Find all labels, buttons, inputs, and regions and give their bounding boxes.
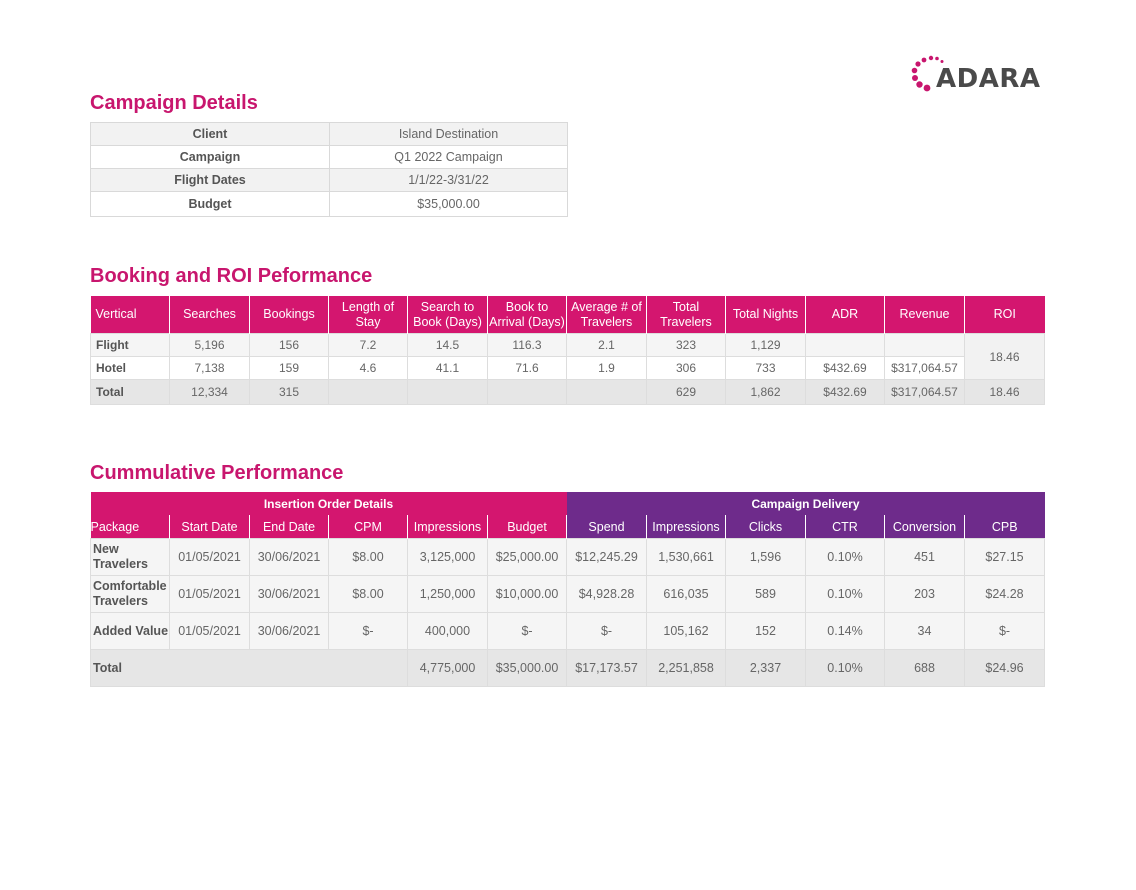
col-header: Revenue	[885, 296, 965, 334]
table-cell: $-	[965, 613, 1045, 650]
table-row	[91, 334, 1045, 357]
table-cell: 203	[885, 576, 965, 613]
campaign-details-title: Campaign Details	[90, 92, 258, 114]
col-header: Search to Book (Days)	[408, 296, 488, 334]
table-cell: 2.1	[567, 334, 647, 357]
col-header: Clicks	[726, 515, 806, 539]
cumulative-table	[90, 492, 1045, 687]
table-row	[91, 576, 1045, 613]
table-cell: 01/05/2021	[170, 613, 250, 650]
col-header: Average # of Travelers	[567, 296, 647, 334]
table-row	[91, 146, 568, 169]
col-header: Conversion	[885, 515, 965, 539]
detail-value: Q1 2022 Campaign	[330, 146, 568, 169]
detail-value: $35,000.00	[330, 192, 568, 217]
table-cell: $8.00	[329, 576, 408, 613]
table-cell: 1,530,661	[647, 539, 726, 576]
table-cell: $8.00	[329, 539, 408, 576]
adara-logo	[910, 55, 1046, 95]
table-cell: 01/05/2021	[170, 539, 250, 576]
table-cell: $24.96	[965, 650, 1045, 687]
col-header: ADR	[806, 296, 885, 334]
col-header: ROI	[965, 296, 1045, 334]
table-cell: 589	[726, 576, 806, 613]
table-cell: 1,862	[726, 380, 806, 405]
table-cell: 30/06/2021	[250, 576, 329, 613]
table-cell: $25,000.00	[488, 539, 567, 576]
table-cell: 14.5	[408, 334, 488, 357]
table-cell: 116.3	[488, 334, 567, 357]
booking-roi-table	[90, 296, 1045, 405]
table-cell	[488, 380, 567, 405]
total-row	[91, 650, 1045, 687]
table-cell: $317,064.57	[885, 357, 965, 380]
detail-key: Campaign	[91, 146, 330, 169]
table-cell: 1,129	[726, 334, 806, 357]
col-header: Vertical	[91, 296, 170, 334]
table-cell: 30/06/2021	[250, 539, 329, 576]
detail-value: 1/1/22-3/31/22	[330, 169, 568, 192]
table-cell	[885, 334, 965, 357]
table-cell: 18.46	[965, 380, 1045, 405]
table-row	[91, 613, 1045, 650]
table-cell: 41.1	[408, 357, 488, 380]
col-header: Start Date	[170, 515, 250, 539]
detail-value: Island Destination	[330, 123, 568, 146]
col-header: Bookings	[250, 296, 329, 334]
campaign-details-table	[90, 122, 568, 217]
col-header: Searches	[170, 296, 250, 334]
table-cell: 400,000	[408, 613, 488, 650]
table-cell	[329, 380, 408, 405]
cumulative-title: Cummulative Performance	[90, 462, 344, 484]
col-header: Book to Arrival (Days)	[488, 296, 567, 334]
table-cell: 0.14%	[806, 613, 885, 650]
total-row	[91, 380, 1045, 405]
col-header: Spend	[567, 515, 647, 539]
table-cell: 01/05/2021	[170, 576, 250, 613]
table-cell: 1.9	[567, 357, 647, 380]
table-cell: 733	[726, 357, 806, 380]
table-cell: 7,138	[170, 357, 250, 380]
col-header: Package	[91, 515, 170, 539]
vertical-cell: Flight	[91, 334, 170, 357]
col-header: CPM	[329, 515, 408, 539]
table-cell	[567, 380, 647, 405]
col-header: Total Nights	[726, 296, 806, 334]
table-row	[91, 169, 568, 192]
detail-key: Client	[91, 123, 330, 146]
table-cell: $27.15	[965, 539, 1045, 576]
package-cell: Added Value	[91, 613, 170, 650]
table-cell: 2,337	[726, 650, 806, 687]
table-cell: 688	[885, 650, 965, 687]
table-cell: 71.6	[488, 357, 567, 380]
table-cell: 30/06/2021	[250, 613, 329, 650]
package-cell: New Travelers	[91, 539, 170, 576]
table-cell: 616,035	[647, 576, 726, 613]
col-header: CTR	[806, 515, 885, 539]
table-cell: $-	[567, 613, 647, 650]
table-header-row	[91, 515, 1045, 539]
table-row	[91, 357, 1045, 380]
table-row	[91, 123, 568, 146]
table-cell: 7.2	[329, 334, 408, 357]
package-cell: Comfortable Travelers	[91, 576, 170, 613]
detail-key: Budget	[91, 192, 330, 217]
table-cell: $17,173.57	[567, 650, 647, 687]
table-header-row	[91, 296, 1045, 334]
table-cell: 451	[885, 539, 965, 576]
table-cell: 315	[250, 380, 329, 405]
group-header-row	[91, 492, 1045, 515]
col-header: Length of Stay	[329, 296, 408, 334]
col-header: End Date	[250, 515, 329, 539]
total-label: Total	[91, 380, 170, 405]
table-cell: 4.6	[329, 357, 408, 380]
table-cell: 12,334	[170, 380, 250, 405]
table-cell: 2,251,858	[647, 650, 726, 687]
table-cell: 105,162	[647, 613, 726, 650]
table-cell	[806, 334, 885, 357]
table-cell: $432.69	[806, 357, 885, 380]
table-cell: 629	[647, 380, 726, 405]
table-cell: 0.10%	[806, 576, 885, 613]
col-header: Impressions	[408, 515, 488, 539]
detail-key: Flight Dates	[91, 169, 330, 192]
table-cell: $4,928.28	[567, 576, 647, 613]
table-cell: $432.69	[806, 380, 885, 405]
table-cell: 156	[250, 334, 329, 357]
col-header: CPB	[965, 515, 1045, 539]
col-header: Total Travelers	[647, 296, 726, 334]
table-cell: 34	[885, 613, 965, 650]
table-cell: 4,775,000	[408, 650, 488, 687]
table-row	[91, 192, 568, 217]
table-cell: 3,125,000	[408, 539, 488, 576]
table-cell: $24.28	[965, 576, 1045, 613]
table-cell: $12,245.29	[567, 539, 647, 576]
table-cell: 0.10%	[806, 539, 885, 576]
table-cell: 1,596	[726, 539, 806, 576]
table-cell: $-	[488, 613, 567, 650]
table-cell: 323	[647, 334, 726, 357]
table-cell: 152	[726, 613, 806, 650]
table-cell: 306	[647, 357, 726, 380]
table-cell: $317,064.57	[885, 380, 965, 405]
roi-merged-cell: 18.46	[965, 334, 1045, 380]
col-header: Impressions	[647, 515, 726, 539]
booking-roi-title: Booking and ROI Peformance	[90, 265, 373, 287]
total-label: Total	[91, 650, 408, 687]
campaign-delivery-group: Campaign Delivery	[567, 492, 1045, 515]
logo-wordmark: ADARA	[936, 64, 1041, 94]
table-row	[91, 539, 1045, 576]
vertical-cell: Hotel	[91, 357, 170, 380]
table-cell: 1,250,000	[408, 576, 488, 613]
table-cell: 159	[250, 357, 329, 380]
table-cell: $10,000.00	[488, 576, 567, 613]
table-cell: $35,000.00	[488, 650, 567, 687]
insertion-order-group: Insertion Order Details	[91, 492, 567, 515]
col-header: Budget	[488, 515, 567, 539]
table-cell	[408, 380, 488, 405]
table-cell: 5,196	[170, 334, 250, 357]
table-cell: $-	[329, 613, 408, 650]
table-cell: 0.10%	[806, 650, 885, 687]
